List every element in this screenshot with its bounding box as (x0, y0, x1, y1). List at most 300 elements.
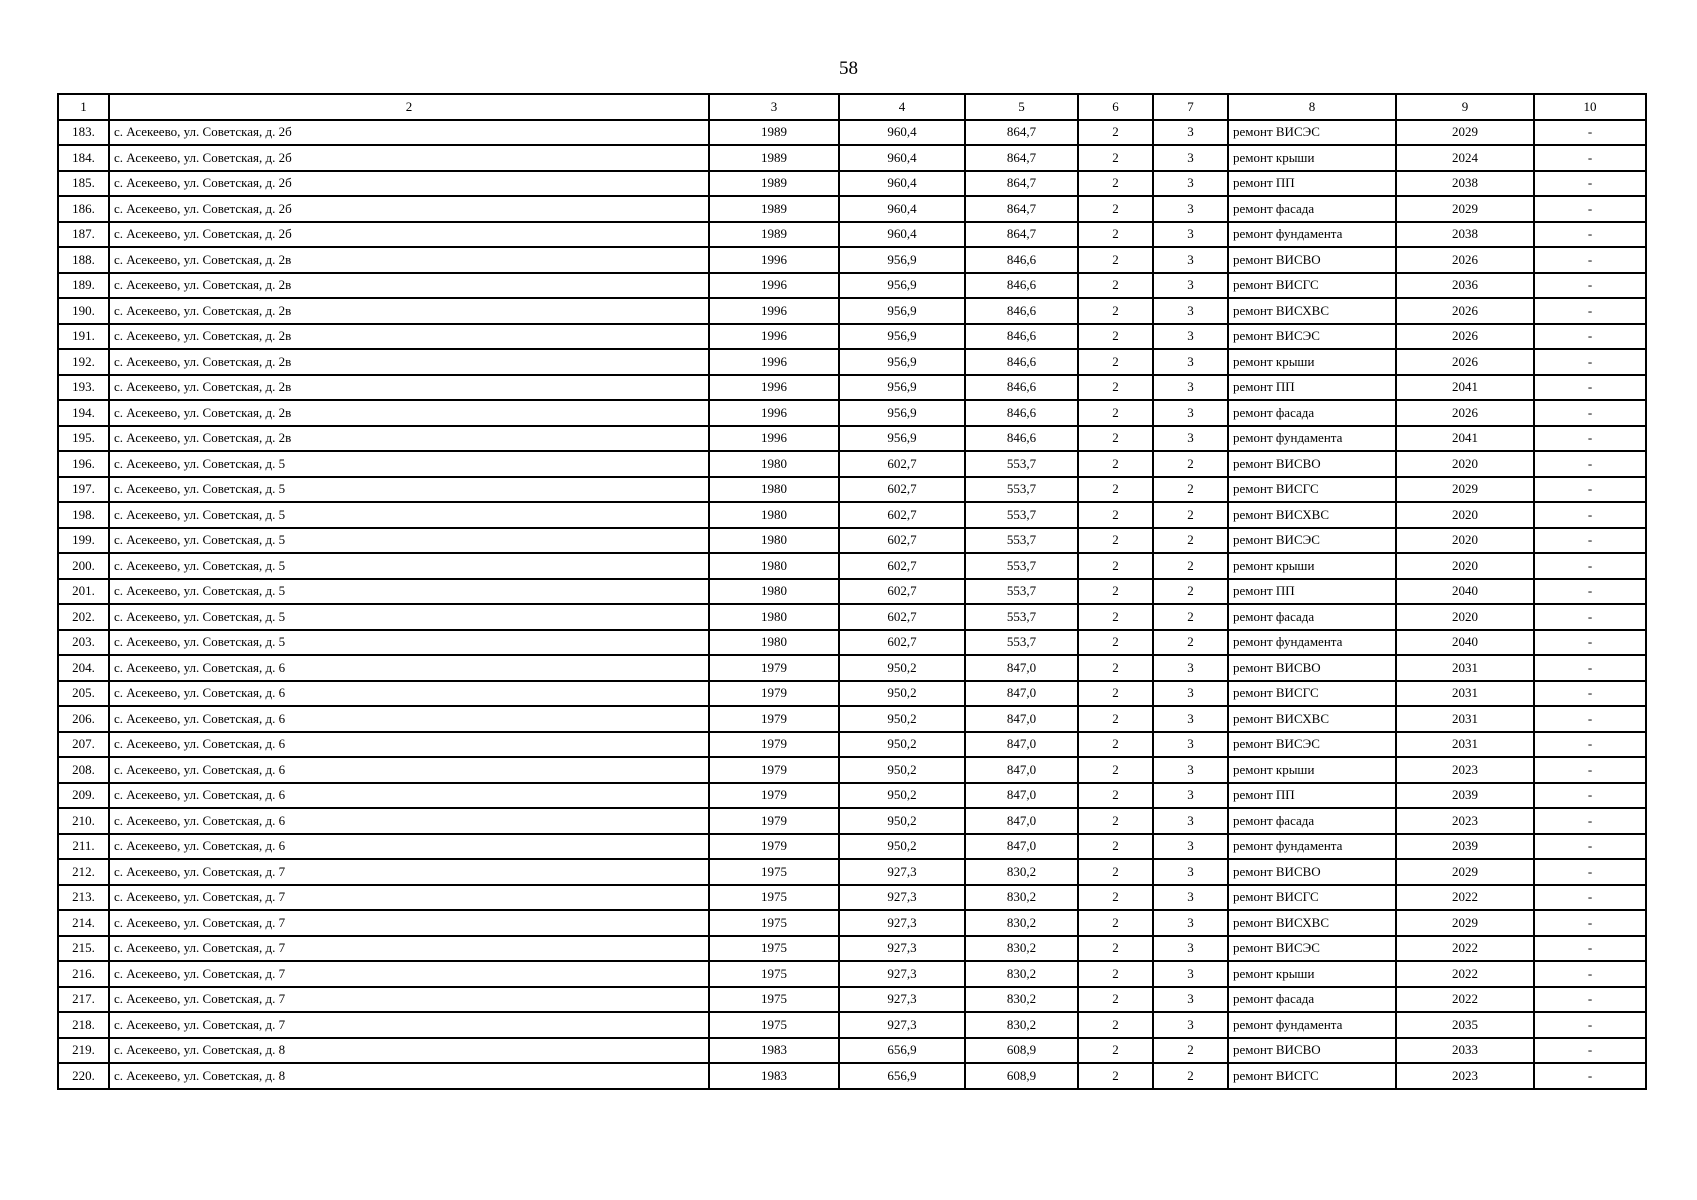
cell-note: - (1534, 426, 1646, 452)
table-row (58, 502, 1646, 528)
cell-planned-year: 2023 (1396, 808, 1534, 834)
table-row (58, 145, 1646, 171)
cell-planned-year: 2039 (1396, 834, 1534, 860)
cell-living-area: 846,6 (965, 349, 1078, 375)
cell-year-built: 1975 (709, 859, 839, 885)
cell-row-number: 199. (58, 528, 109, 554)
cell-work-type: ремонт крыши (1228, 961, 1396, 987)
cell-note: - (1534, 222, 1646, 248)
cell-total-area: 956,9 (839, 324, 965, 350)
cell-work-type: ремонт фасада (1228, 400, 1396, 426)
cell-year-built: 1989 (709, 222, 839, 248)
cell-year-built: 1980 (709, 630, 839, 656)
cell-row-number: 217. (58, 987, 109, 1013)
cell-year-built: 1979 (709, 706, 839, 732)
cell-year-built: 1996 (709, 400, 839, 426)
cell-row-number: 202. (58, 604, 109, 630)
cell-year-built: 1989 (709, 120, 839, 146)
cell-floors: 2 (1078, 630, 1153, 656)
cell-note: - (1534, 298, 1646, 324)
cell-row-number: 197. (58, 477, 109, 503)
cell-note: - (1534, 375, 1646, 401)
cell-total-area: 950,2 (839, 834, 965, 860)
cell-planned-year: 2026 (1396, 324, 1534, 350)
cell-row-number: 190. (58, 298, 109, 324)
cell-work-type: ремонт фундамента (1228, 834, 1396, 860)
table-row (58, 426, 1646, 452)
cell-entrances: 3 (1153, 910, 1228, 936)
cell-year-built: 1979 (709, 681, 839, 707)
cell-row-number: 203. (58, 630, 109, 656)
cell-total-area: 602,7 (839, 477, 965, 503)
cell-entrances: 3 (1153, 936, 1228, 962)
cell-row-number: 195. (58, 426, 109, 452)
repair-schedule-table (57, 93, 1647, 1090)
cell-entrances: 3 (1153, 961, 1228, 987)
cell-row-number: 201. (58, 579, 109, 605)
cell-year-built: 1975 (709, 1012, 839, 1038)
cell-total-area: 956,9 (839, 273, 965, 299)
cell-planned-year: 2024 (1396, 145, 1534, 171)
cell-planned-year: 2026 (1396, 298, 1534, 324)
page-number: 58 (839, 58, 858, 79)
cell-row-number: 219. (58, 1038, 109, 1064)
cell-entrances: 3 (1153, 655, 1228, 681)
cell-work-type: ремонт крыши (1228, 553, 1396, 579)
cell-living-area: 864,7 (965, 171, 1078, 197)
cell-work-type: ремонт фасада (1228, 808, 1396, 834)
cell-total-area: 927,3 (839, 859, 965, 885)
cell-address: с. Асекеево, ул. Советская, д. 6 (109, 655, 709, 681)
cell-living-area: 608,9 (965, 1063, 1078, 1089)
cell-year-built: 1989 (709, 171, 839, 197)
cell-address: с. Асекеево, ул. Советская, д. 5 (109, 553, 709, 579)
cell-floors: 2 (1078, 961, 1153, 987)
cell-year-built: 1975 (709, 936, 839, 962)
cell-total-area: 602,7 (839, 604, 965, 630)
cell-planned-year: 2022 (1396, 987, 1534, 1013)
cell-total-area: 960,4 (839, 222, 965, 248)
column-header-2: 2 (109, 94, 709, 120)
cell-note: - (1534, 579, 1646, 605)
cell-total-area: 956,9 (839, 247, 965, 273)
cell-entrances: 3 (1153, 400, 1228, 426)
cell-work-type: ремонт крыши (1228, 349, 1396, 375)
cell-living-area: 553,7 (965, 477, 1078, 503)
cell-floors: 2 (1078, 910, 1153, 936)
cell-row-number: 207. (58, 732, 109, 758)
cell-work-type: ремонт фундамента (1228, 222, 1396, 248)
table-row (58, 273, 1646, 299)
cell-note: - (1534, 859, 1646, 885)
cell-floors: 2 (1078, 324, 1153, 350)
cell-entrances: 3 (1153, 706, 1228, 732)
cell-living-area: 864,7 (965, 222, 1078, 248)
cell-planned-year: 2039 (1396, 783, 1534, 809)
table-row (58, 477, 1646, 503)
cell-work-type: ремонт фасада (1228, 196, 1396, 222)
cell-floors: 2 (1078, 1012, 1153, 1038)
cell-row-number: 200. (58, 553, 109, 579)
cell-work-type: ремонт ВИСЭС (1228, 120, 1396, 146)
table-row (58, 961, 1646, 987)
cell-living-area: 553,7 (965, 604, 1078, 630)
table-row (58, 451, 1646, 477)
cell-entrances: 3 (1153, 1012, 1228, 1038)
cell-floors: 2 (1078, 400, 1153, 426)
cell-row-number: 205. (58, 681, 109, 707)
cell-address: с. Асекеево, ул. Советская, д. 8 (109, 1063, 709, 1089)
cell-planned-year: 2022 (1396, 961, 1534, 987)
cell-work-type: ремонт крыши (1228, 145, 1396, 171)
cell-row-number: 213. (58, 885, 109, 911)
cell-planned-year: 2033 (1396, 1038, 1534, 1064)
cell-entrances: 2 (1153, 630, 1228, 656)
table-row (58, 885, 1646, 911)
cell-total-area: 602,7 (839, 502, 965, 528)
table-row (58, 1012, 1646, 1038)
cell-total-area: 927,3 (839, 885, 965, 911)
cell-address: с. Асекеево, ул. Советская, д. 6 (109, 808, 709, 834)
column-header-7: 7 (1153, 94, 1228, 120)
cell-work-type: ремонт фундамента (1228, 1012, 1396, 1038)
cell-address: с. Асекеево, ул. Советская, д. 6 (109, 757, 709, 783)
cell-total-area: 927,3 (839, 910, 965, 936)
cell-work-type: ремонт ПП (1228, 375, 1396, 401)
cell-floors: 2 (1078, 681, 1153, 707)
cell-living-area: 846,6 (965, 426, 1078, 452)
table-row (58, 171, 1646, 197)
cell-work-type: ремонт фасада (1228, 604, 1396, 630)
table-row (58, 553, 1646, 579)
cell-total-area: 956,9 (839, 375, 965, 401)
table-row (58, 528, 1646, 554)
cell-planned-year: 2029 (1396, 477, 1534, 503)
table-row (58, 400, 1646, 426)
cell-entrances: 3 (1153, 145, 1228, 171)
cell-address: с. Асекеево, ул. Советская, д. 7 (109, 885, 709, 911)
cell-work-type: ремонт ВИСГС (1228, 477, 1396, 503)
cell-row-number: 183. (58, 120, 109, 146)
cell-living-area: 553,7 (965, 630, 1078, 656)
cell-work-type: ремонт фундамента (1228, 426, 1396, 452)
cell-address: с. Асекеево, ул. Советская, д. 7 (109, 859, 709, 885)
cell-address: с. Асекеево, ул. Советская, д. 5 (109, 502, 709, 528)
cell-address: с. Асекеево, ул. Советская, д. 6 (109, 783, 709, 809)
cell-address: с. Асекеево, ул. Советская, д. 2в (109, 273, 709, 299)
cell-planned-year: 2031 (1396, 706, 1534, 732)
cell-address: с. Асекеево, ул. Советская, д. 5 (109, 451, 709, 477)
cell-work-type: ремонт ВИСГС (1228, 273, 1396, 299)
cell-row-number: 216. (58, 961, 109, 987)
cell-year-built: 1979 (709, 757, 839, 783)
cell-planned-year: 2031 (1396, 681, 1534, 707)
cell-floors: 2 (1078, 987, 1153, 1013)
column-header-5: 5 (965, 94, 1078, 120)
cell-living-area: 830,2 (965, 961, 1078, 987)
cell-year-built: 1979 (709, 783, 839, 809)
table-row (58, 706, 1646, 732)
cell-address: с. Асекеево, ул. Советская, д. 2б (109, 196, 709, 222)
cell-address: с. Асекеево, ул. Советская, д. 2в (109, 349, 709, 375)
cell-year-built: 1996 (709, 273, 839, 299)
cell-note: - (1534, 247, 1646, 273)
table-row (58, 681, 1646, 707)
cell-floors: 2 (1078, 298, 1153, 324)
cell-work-type: ремонт ВИСЭС (1228, 324, 1396, 350)
cell-note: - (1534, 757, 1646, 783)
cell-work-type: ремонт ВИСХВС (1228, 706, 1396, 732)
cell-entrances: 3 (1153, 834, 1228, 860)
cell-floors: 2 (1078, 349, 1153, 375)
column-header-3: 3 (709, 94, 839, 120)
cell-address: с. Асекеево, ул. Советская, д. 5 (109, 477, 709, 503)
cell-planned-year: 2026 (1396, 349, 1534, 375)
cell-living-area: 847,0 (965, 808, 1078, 834)
cell-entrances: 3 (1153, 171, 1228, 197)
column-header-4: 4 (839, 94, 965, 120)
cell-planned-year: 2031 (1396, 732, 1534, 758)
cell-year-built: 1980 (709, 528, 839, 554)
cell-address: с. Асекеево, ул. Советская, д. 2б (109, 145, 709, 171)
cell-row-number: 187. (58, 222, 109, 248)
cell-note: - (1534, 1012, 1646, 1038)
cell-living-area: 846,6 (965, 247, 1078, 273)
table-row (58, 757, 1646, 783)
cell-year-built: 1983 (709, 1063, 839, 1089)
table-row (58, 834, 1646, 860)
table-row (58, 1038, 1646, 1064)
cell-living-area: 553,7 (965, 553, 1078, 579)
cell-entrances: 2 (1153, 502, 1228, 528)
cell-planned-year: 2026 (1396, 247, 1534, 273)
cell-note: - (1534, 400, 1646, 426)
cell-total-area: 956,9 (839, 298, 965, 324)
cell-note: - (1534, 655, 1646, 681)
cell-address: с. Асекеево, ул. Советская, д. 5 (109, 579, 709, 605)
cell-address: с. Асекеево, ул. Советская, д. 2б (109, 222, 709, 248)
cell-address: с. Асекеево, ул. Советская, д. 6 (109, 834, 709, 860)
cell-total-area: 602,7 (839, 528, 965, 554)
cell-note: - (1534, 783, 1646, 809)
cell-row-number: 220. (58, 1063, 109, 1089)
table-row (58, 987, 1646, 1013)
cell-work-type: ремонт фундамента (1228, 630, 1396, 656)
cell-total-area: 960,4 (839, 196, 965, 222)
cell-living-area: 847,0 (965, 681, 1078, 707)
table-row (58, 1063, 1646, 1089)
cell-entrances: 3 (1153, 681, 1228, 707)
cell-work-type: ремонт ВИСХВС (1228, 298, 1396, 324)
cell-living-area: 864,7 (965, 145, 1078, 171)
cell-planned-year: 2036 (1396, 273, 1534, 299)
cell-year-built: 1980 (709, 451, 839, 477)
cell-work-type: ремонт ВИСЭС (1228, 936, 1396, 962)
cell-floors: 2 (1078, 145, 1153, 171)
cell-note: - (1534, 885, 1646, 911)
cell-work-type: ремонт ВИСВО (1228, 655, 1396, 681)
cell-total-area: 602,7 (839, 553, 965, 579)
cell-total-area: 956,9 (839, 426, 965, 452)
cell-row-number: 206. (58, 706, 109, 732)
table-row (58, 630, 1646, 656)
cell-note: - (1534, 1063, 1646, 1089)
table-row (58, 808, 1646, 834)
cell-row-number: 218. (58, 1012, 109, 1038)
cell-planned-year: 2022 (1396, 885, 1534, 911)
cell-living-area: 830,2 (965, 1012, 1078, 1038)
table-row (58, 604, 1646, 630)
cell-entrances: 2 (1153, 451, 1228, 477)
cell-year-built: 1996 (709, 349, 839, 375)
cell-address: с. Асекеево, ул. Советская, д. 7 (109, 1012, 709, 1038)
cell-address: с. Асекеево, ул. Советская, д. 2б (109, 171, 709, 197)
cell-note: - (1534, 528, 1646, 554)
cell-year-built: 1975 (709, 987, 839, 1013)
cell-year-built: 1989 (709, 196, 839, 222)
cell-total-area: 927,3 (839, 961, 965, 987)
cell-living-area: 864,7 (965, 196, 1078, 222)
cell-floors: 2 (1078, 553, 1153, 579)
cell-year-built: 1980 (709, 553, 839, 579)
cell-total-area: 960,4 (839, 120, 965, 146)
cell-year-built: 1975 (709, 885, 839, 911)
cell-planned-year: 2029 (1396, 859, 1534, 885)
column-header-6: 6 (1078, 94, 1153, 120)
cell-floors: 2 (1078, 936, 1153, 962)
cell-total-area: 927,3 (839, 987, 965, 1013)
cell-floors: 2 (1078, 196, 1153, 222)
cell-work-type: ремонт ВИСВО (1228, 859, 1396, 885)
cell-floors: 2 (1078, 706, 1153, 732)
cell-floors: 2 (1078, 604, 1153, 630)
cell-floors: 2 (1078, 451, 1153, 477)
cell-work-type: ремонт ВИСВО (1228, 247, 1396, 273)
cell-entrances: 3 (1153, 783, 1228, 809)
cell-entrances: 3 (1153, 120, 1228, 146)
cell-total-area: 602,7 (839, 630, 965, 656)
cell-row-number: 186. (58, 196, 109, 222)
cell-entrances: 3 (1153, 298, 1228, 324)
cell-note: - (1534, 120, 1646, 146)
cell-floors: 2 (1078, 171, 1153, 197)
cell-row-number: 210. (58, 808, 109, 834)
table-row (58, 859, 1646, 885)
cell-planned-year: 2040 (1396, 630, 1534, 656)
cell-row-number: 215. (58, 936, 109, 962)
cell-work-type: ремонт ПП (1228, 783, 1396, 809)
cell-planned-year: 2020 (1396, 502, 1534, 528)
cell-note: - (1534, 834, 1646, 860)
cell-entrances: 3 (1153, 324, 1228, 350)
cell-floors: 2 (1078, 732, 1153, 758)
cell-entrances: 3 (1153, 222, 1228, 248)
table-row (58, 783, 1646, 809)
cell-total-area: 950,2 (839, 655, 965, 681)
cell-work-type: ремонт ВИСХВС (1228, 910, 1396, 936)
cell-total-area: 950,2 (839, 681, 965, 707)
table-row (58, 655, 1646, 681)
cell-address: с. Асекеево, ул. Советская, д. 2в (109, 324, 709, 350)
cell-total-area: 950,2 (839, 808, 965, 834)
cell-entrances: 3 (1153, 987, 1228, 1013)
cell-planned-year: 2020 (1396, 528, 1534, 554)
cell-floors: 2 (1078, 502, 1153, 528)
cell-work-type: ремонт ВИСВО (1228, 451, 1396, 477)
table-row (58, 936, 1646, 962)
cell-note: - (1534, 553, 1646, 579)
cell-total-area: 960,4 (839, 171, 965, 197)
cell-total-area: 950,2 (839, 732, 965, 758)
cell-note: - (1534, 630, 1646, 656)
cell-living-area: 553,7 (965, 528, 1078, 554)
cell-row-number: 184. (58, 145, 109, 171)
cell-year-built: 1980 (709, 477, 839, 503)
cell-row-number: 211. (58, 834, 109, 860)
table-row (58, 349, 1646, 375)
cell-row-number: 209. (58, 783, 109, 809)
cell-address: с. Асекеево, ул. Советская, д. 2в (109, 247, 709, 273)
cell-total-area: 950,2 (839, 783, 965, 809)
cell-note: - (1534, 171, 1646, 197)
cell-total-area: 927,3 (839, 936, 965, 962)
cell-planned-year: 2031 (1396, 655, 1534, 681)
cell-row-number: 192. (58, 349, 109, 375)
cell-entrances: 2 (1153, 528, 1228, 554)
cell-note: - (1534, 324, 1646, 350)
cell-entrances: 3 (1153, 349, 1228, 375)
cell-address: с. Асекеево, ул. Советская, д. 8 (109, 1038, 709, 1064)
column-header-9: 9 (1396, 94, 1534, 120)
cell-entrances: 2 (1153, 477, 1228, 503)
cell-living-area: 830,2 (965, 859, 1078, 885)
cell-planned-year: 2029 (1396, 910, 1534, 936)
cell-address: с. Асекеево, ул. Советская, д. 5 (109, 604, 709, 630)
cell-living-area: 846,6 (965, 298, 1078, 324)
cell-work-type: ремонт ВИСВО (1228, 1038, 1396, 1064)
cell-note: - (1534, 145, 1646, 171)
cell-row-number: 185. (58, 171, 109, 197)
cell-note: - (1534, 706, 1646, 732)
table-row (58, 324, 1646, 350)
cell-living-area: 847,0 (965, 834, 1078, 860)
cell-address: с. Асекеево, ул. Советская, д. 7 (109, 936, 709, 962)
cell-note: - (1534, 451, 1646, 477)
cell-floors: 2 (1078, 885, 1153, 911)
cell-planned-year: 2023 (1396, 1063, 1534, 1089)
cell-entrances: 2 (1153, 579, 1228, 605)
cell-year-built: 1983 (709, 1038, 839, 1064)
cell-row-number: 191. (58, 324, 109, 350)
cell-living-area: 553,7 (965, 451, 1078, 477)
cell-address: с. Асекеево, ул. Советская, д. 2в (109, 426, 709, 452)
cell-planned-year: 2020 (1396, 604, 1534, 630)
table-row (58, 120, 1646, 146)
cell-year-built: 1979 (709, 834, 839, 860)
cell-work-type: ремонт фасада (1228, 987, 1396, 1013)
cell-year-built: 1996 (709, 426, 839, 452)
cell-row-number: 204. (58, 655, 109, 681)
cell-year-built: 1980 (709, 502, 839, 528)
cell-address: с. Асекеево, ул. Советская, д. 6 (109, 732, 709, 758)
cell-living-area: 830,2 (965, 987, 1078, 1013)
cell-planned-year: 2026 (1396, 400, 1534, 426)
cell-year-built: 1996 (709, 324, 839, 350)
cell-total-area: 927,3 (839, 1012, 965, 1038)
cell-entrances: 2 (1153, 604, 1228, 630)
cell-living-area: 846,6 (965, 375, 1078, 401)
cell-planned-year: 2040 (1396, 579, 1534, 605)
